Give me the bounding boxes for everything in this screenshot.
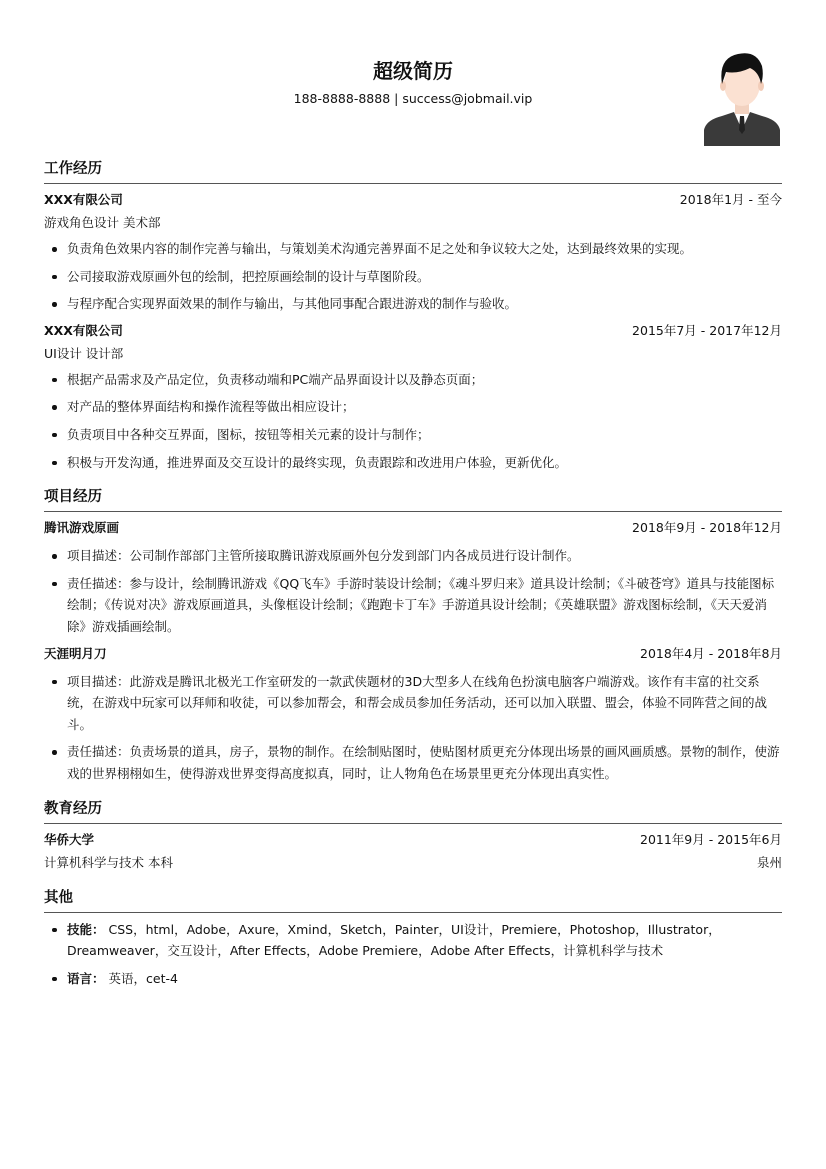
education-date: 2011年9月 - 2015年6月	[640, 831, 782, 847]
entry-date: 2015年7月 - 2017年12月	[632, 322, 782, 338]
language-item	[44, 968, 782, 990]
entry-header	[44, 643, 782, 665]
work-entry	[44, 320, 782, 473]
company-name: XXX有限公司	[44, 322, 123, 338]
resume-header	[0, 0, 826, 150]
bullet-item: 项目描述：此游戏是腾讯北极光工作室研发的一款武侠题材的3D大型多人在线角色扮演电脑客户端游戏。该作有丰富的社交系统，在游戏中玩家可以拜师和收徒，可以参加帮会，和帮会成员参加任务活动，还可以加入联盟、盟会，体验不同阵营之间的战斗。	[44, 671, 782, 736]
bullet-item: 责任描述：参与设计，绘制腾讯游戏《QQ飞车》手游时装设计绘制；《魂斗罗归来》道具设计绘制；《斗破苍穹》道具与技能图标绘制；《传说对决》游戏原画道具，头像框设计绘制；《跑跑卡丁车》手游道具设计绘制；《英雄联盟》游戏图标绘制，《天天爱消除》游戏插画绘制。	[44, 573, 782, 638]
work-section	[44, 159, 782, 473]
company-name: XXX有限公司	[44, 192, 123, 207]
job-role: 游戏角色设计 美术部	[44, 215, 161, 230]
bullet-item: 项目描述：公司制作部部门主管所接取腾讯游戏原画外包分发到部门内各成员进行设计制作。	[44, 545, 782, 567]
language-value: 英语，cet-4	[108, 970, 178, 986]
bullet-item: 公司接取游戏原画外包的绘制，把控原画绘制的设计与草图阶段。	[44, 266, 782, 288]
skills-label: 技能：	[67, 921, 105, 937]
school-name: 华侨大学	[44, 831, 95, 847]
bullet-item: 根据产品需求及产品定位，负责移动端和PC端产品界面设计以及静态页面；	[44, 369, 782, 391]
bullet-item: 负责角色效果内容的制作完善与输出，与策划美术沟通完善界面不足之处和争议较大之处，达到最终效果的实现。	[44, 238, 782, 260]
skills-value: CSS，html，Adobe，Axure，Xmind，Sketch，Painter，UI设计，Premiere，Photoshop，Illustrator，Dreamweaver，交互设计，After Effects，Adobe Premiere，Adobe After Effects，计算机科学与技术	[67, 921, 721, 959]
work-entry	[44, 189, 782, 315]
projects-section	[44, 487, 782, 784]
major: 计算机科学与技术 本科	[44, 854, 173, 870]
bullet-item: 负责项目中各种交互界面，图标，按钮等相关元素的设计与制作；	[44, 424, 782, 446]
bullet-item: 与程序配合实现界面效果的制作与输出，与其他同事配合跟进游戏的制作与验收。	[44, 293, 782, 315]
resume-name: 超级简历	[373, 59, 453, 83]
entry-date: 2018年9月 - 2018年12月	[632, 520, 782, 536]
bullet-list	[44, 238, 782, 315]
bullet-item: 责任描述：负责场景的道具，房子，景物的制作。在绘制贴图时，使贴图材质更充分体现出场景的画风画质感。景物的制作，使游戏的世界栩栩如生，使得游戏世界变得高度拟真，同时，让人物角色在场景里更充分体现出真实性。	[44, 741, 782, 784]
skills-item	[44, 919, 782, 962]
section-title-other: 其他	[44, 888, 782, 913]
job-role: UI设计 设计部	[44, 345, 124, 361]
entry-header	[44, 320, 782, 342]
entry-date: 2018年1月 - 至今	[679, 192, 782, 207]
avatar-man-icon	[704, 50, 780, 146]
entry-date: 2018年4月 - 2018年8月	[640, 645, 782, 661]
bullet-list	[44, 369, 782, 473]
bullet-item: 积极与开发沟通，推进界面及交互设计的最终实现，负责跟踪和改进用户体验，更新优化。	[44, 452, 782, 474]
entry-header	[44, 189, 782, 211]
project-name: 天涯明月刀	[44, 645, 107, 661]
other-section	[44, 888, 782, 990]
bullet-list	[44, 671, 782, 785]
project-entry	[44, 517, 782, 637]
section-title-work: 工作经历	[44, 159, 782, 184]
bullet-item: 对产品的整体界面结构和操作流程等做出相应设计；	[44, 396, 782, 418]
project-entry	[44, 643, 782, 785]
section-title-projects: 项目经历	[44, 487, 782, 512]
bullet-list	[44, 545, 782, 637]
language-label: 语言：	[67, 970, 105, 986]
contact-info: 188-8888-8888 | success@jobmail.vip	[293, 91, 533, 106]
education-section	[44, 799, 782, 874]
city: 泉州	[756, 854, 782, 870]
section-title-education: 教育经历	[44, 799, 782, 824]
entry-header	[44, 517, 782, 539]
project-name: 腾讯游戏原画	[44, 520, 120, 536]
